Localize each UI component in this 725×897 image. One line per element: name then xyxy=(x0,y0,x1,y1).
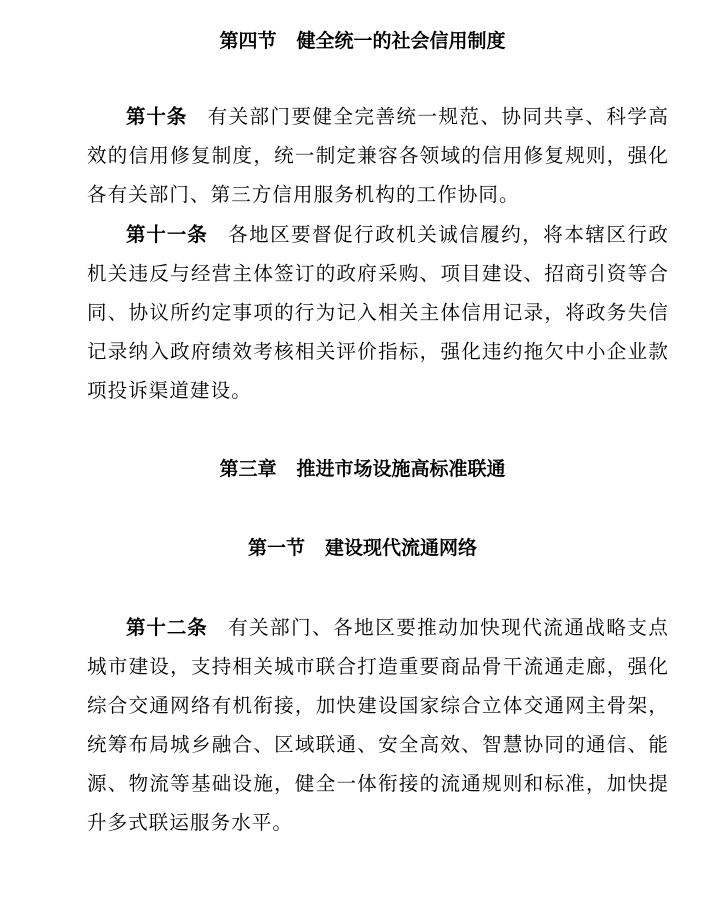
section-title: 健全统一的社会信用制度 xyxy=(296,30,506,52)
section-title: 建设现代流通网络 xyxy=(325,537,478,559)
article-text: 有关部门要健全完善统一规范、协同共享、科学高效的信用修复制度，统一制定兼容各领域的信用修复规则，强化各有关部门、第三方信用服务机构的工作协同。 xyxy=(87,105,669,206)
article-text: 有关部门、各地区要推动加快现代流通战略支点城市建设，支持相关城市联合打造重要商品骨干流通走廊，强化综合交通网络有机衔接，加快建设国家综合立体交通网主骨架，统筹布局城乡融合、区域联通、安全高效、智慧协同的通信、能源、物流等基础设施，健全一体衔接的流通规则和标准，加快提升多式联运服务水平。 xyxy=(87,616,669,834)
article-11 xyxy=(87,215,669,410)
article-label: 第十一条 xyxy=(126,223,208,246)
article-label: 第十二条 xyxy=(126,616,208,639)
section-number: 第一节 xyxy=(247,537,305,559)
chapter-heading-3 xyxy=(0,456,725,482)
article-label: 第十条 xyxy=(126,105,188,128)
chapter-number: 第三章 xyxy=(219,458,277,480)
article-text: 各地区要督促行政机关诚信履约，将本辖区行政机关违反与经营主体签订的政府采购、项目建设、招商引资等合同、协议所约定事项的行为记入相关主体信用记录，将政务失信记录纳入政府绩效考核相关评价指标，强化违约拖欠中小企业款项投诉渠道建设。 xyxy=(87,223,669,402)
article-10 xyxy=(87,97,669,214)
article-12 xyxy=(87,608,669,842)
section-number: 第四节 xyxy=(219,30,277,52)
section-heading-1 xyxy=(0,535,725,561)
chapter-title: 推进市场设施高标准联通 xyxy=(296,458,506,480)
section-heading-4 xyxy=(0,28,725,54)
